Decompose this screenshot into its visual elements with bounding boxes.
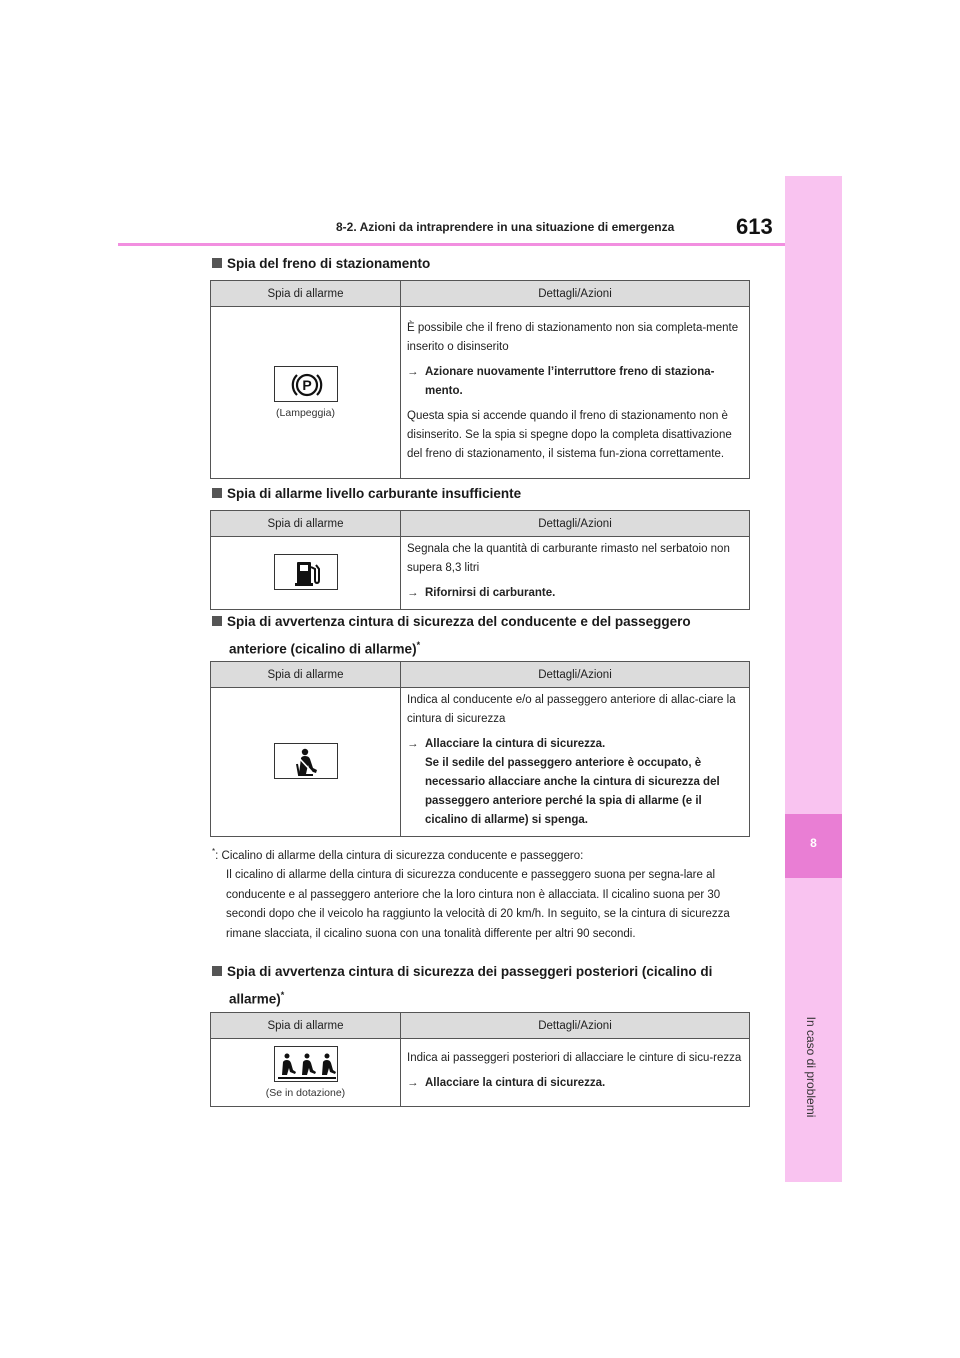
header-icon-column: Spia di allarme [211, 1013, 401, 1039]
chapter-title: In caso di problemi [804, 1016, 818, 1118]
header-icon-column: Spia di allarme [211, 511, 401, 537]
header-detail-column: Dettagli/Azioni [401, 281, 750, 307]
section-heading-low-fuel: Spia di allarme livello carburante insufficiente [212, 482, 757, 506]
section-heading-front-seatbelt-line2: anteriore (cicalino di allarme)* [229, 640, 421, 657]
section-header-title: 8-2. Azioni da intraprendere in una situazione di emergenza [336, 220, 675, 234]
footnote: *: Cicalino di allarme della cintura di sicurezza conducente e passeggero: Il cicalino di allarme della cintura di sicurezza conducente e passeggero suona per segna-lare al conducente e al passeggero anteriore che la loro cintura non è allacciata. Il cicalino suona per 30 secondi dopo che il veicolo ha raggiunto la velocità di 20 km/h. In seguito, se la cintura di sicurezza rimane slacciata, il cicalino suona con una tonalità differente per altri 90 secondi. [212, 842, 757, 944]
arrow-icon: → [407, 1077, 419, 1089]
arrow-icon: → [407, 365, 419, 378]
header-detail-column: Dettagli/Azioni [401, 662, 750, 688]
low-fuel-table [210, 510, 750, 610]
section-heading-rear-seatbelt: Spia di avvertenza cintura di sicurezza dei passeggeri posteriori (cicalino di [212, 960, 757, 984]
section-heading-rear-seatbelt-line2: allarme)* [229, 990, 285, 1007]
rear-seatbelt-table [210, 1012, 750, 1107]
header-divider [118, 243, 785, 246]
seatbelt-icon [274, 743, 338, 779]
svg-text:P: P [301, 377, 312, 393]
detail-text: Segnala che la quantità di carburante rimasto nel serbatoio non supera 8,3 litri [407, 543, 730, 574]
header-detail-column: Dettagli/Azioni [401, 511, 750, 537]
action-text: Azionare nuovamente l’interruttore freno di staziona-mento. [425, 365, 715, 397]
chapter-side-tab [785, 176, 842, 1182]
action-text: Rifornirsi di carburante. [425, 587, 556, 599]
action-detail-text: Se il sedile del passeggero anteriore è occupato, è necessario allacciare anche la cintura di sicurezza del passeggero anteriore perché la spia di allarme (e il cicalino di allarme) si spenga. [425, 757, 720, 826]
detail-text: Indica al conducente e/o al passeggero anteriore di allac-ciare la cintura di sicurezza [407, 694, 736, 725]
front-seatbelt-table [210, 661, 750, 837]
chapter-number: 8 [810, 836, 817, 850]
bullet-square-icon [212, 616, 222, 626]
bullet-square-icon [212, 488, 222, 498]
header-icon-column: Spia di allarme [211, 662, 401, 688]
parking-brake-table [210, 280, 750, 479]
header-icon-column: Spia di allarme [211, 281, 401, 307]
detail-text: Questa spia si accende quando il freno di stazionamento non è disinserito. Se la spia si spegne dopo la completa disattivazione del freno di stazionamento, il sistema fun-ziona correttamente. [407, 409, 732, 460]
detail-text: È possibile che il freno di stazionamento non sia completa-mente inserito o disinserito [407, 321, 739, 353]
arrow-icon: → [407, 738, 419, 750]
footnote-body: Il cicalino di allarme della cintura di sicurezza conducente e passeggero suona per segna-lare al conducente e al passeggero anteriore che la loro cintura non è allacciata. Il cicalino suona per 30 secondi dopo che il veicolo ha raggiunto la velocità di 20 km/h. In seguito, se la cintura di sicurezza rimane slacciata, il cicalino suona con una tonalità differente per altri 90 secondi. [226, 869, 730, 940]
fuel-pump-icon [274, 554, 338, 590]
detail-text: Indica ai passeggeri posteriori di allacciare le cinture di sicu-rezza [407, 1052, 742, 1064]
section-heading-parking-brake: Spia del freno di stazionamento [212, 252, 757, 276]
header-detail-column: Dettagli/Azioni [401, 1013, 750, 1039]
bullet-square-icon [212, 258, 222, 268]
bullet-square-icon [212, 966, 222, 976]
rear-seatbelt-icon [274, 1046, 338, 1082]
icon-caption: (Se in dotazione) [265, 1087, 346, 1099]
footnote-label: : Cicalino di allarme della cintura di sicurezza conducente e passeggero: [215, 849, 584, 862]
icon-caption: (Lampeggia) [276, 407, 335, 419]
arrow-icon: → [407, 587, 419, 599]
parking-brake-icon [274, 366, 338, 402]
action-text: Allacciare la cintura di sicurezza. [425, 738, 606, 750]
page-number: 613 [736, 214, 773, 239]
section-heading-front-seatbelt: Spia di avvertenza cintura di sicurezza del conducente e del passeggero [212, 610, 757, 634]
action-text: Allacciare la cintura di sicurezza. [425, 1077, 606, 1089]
